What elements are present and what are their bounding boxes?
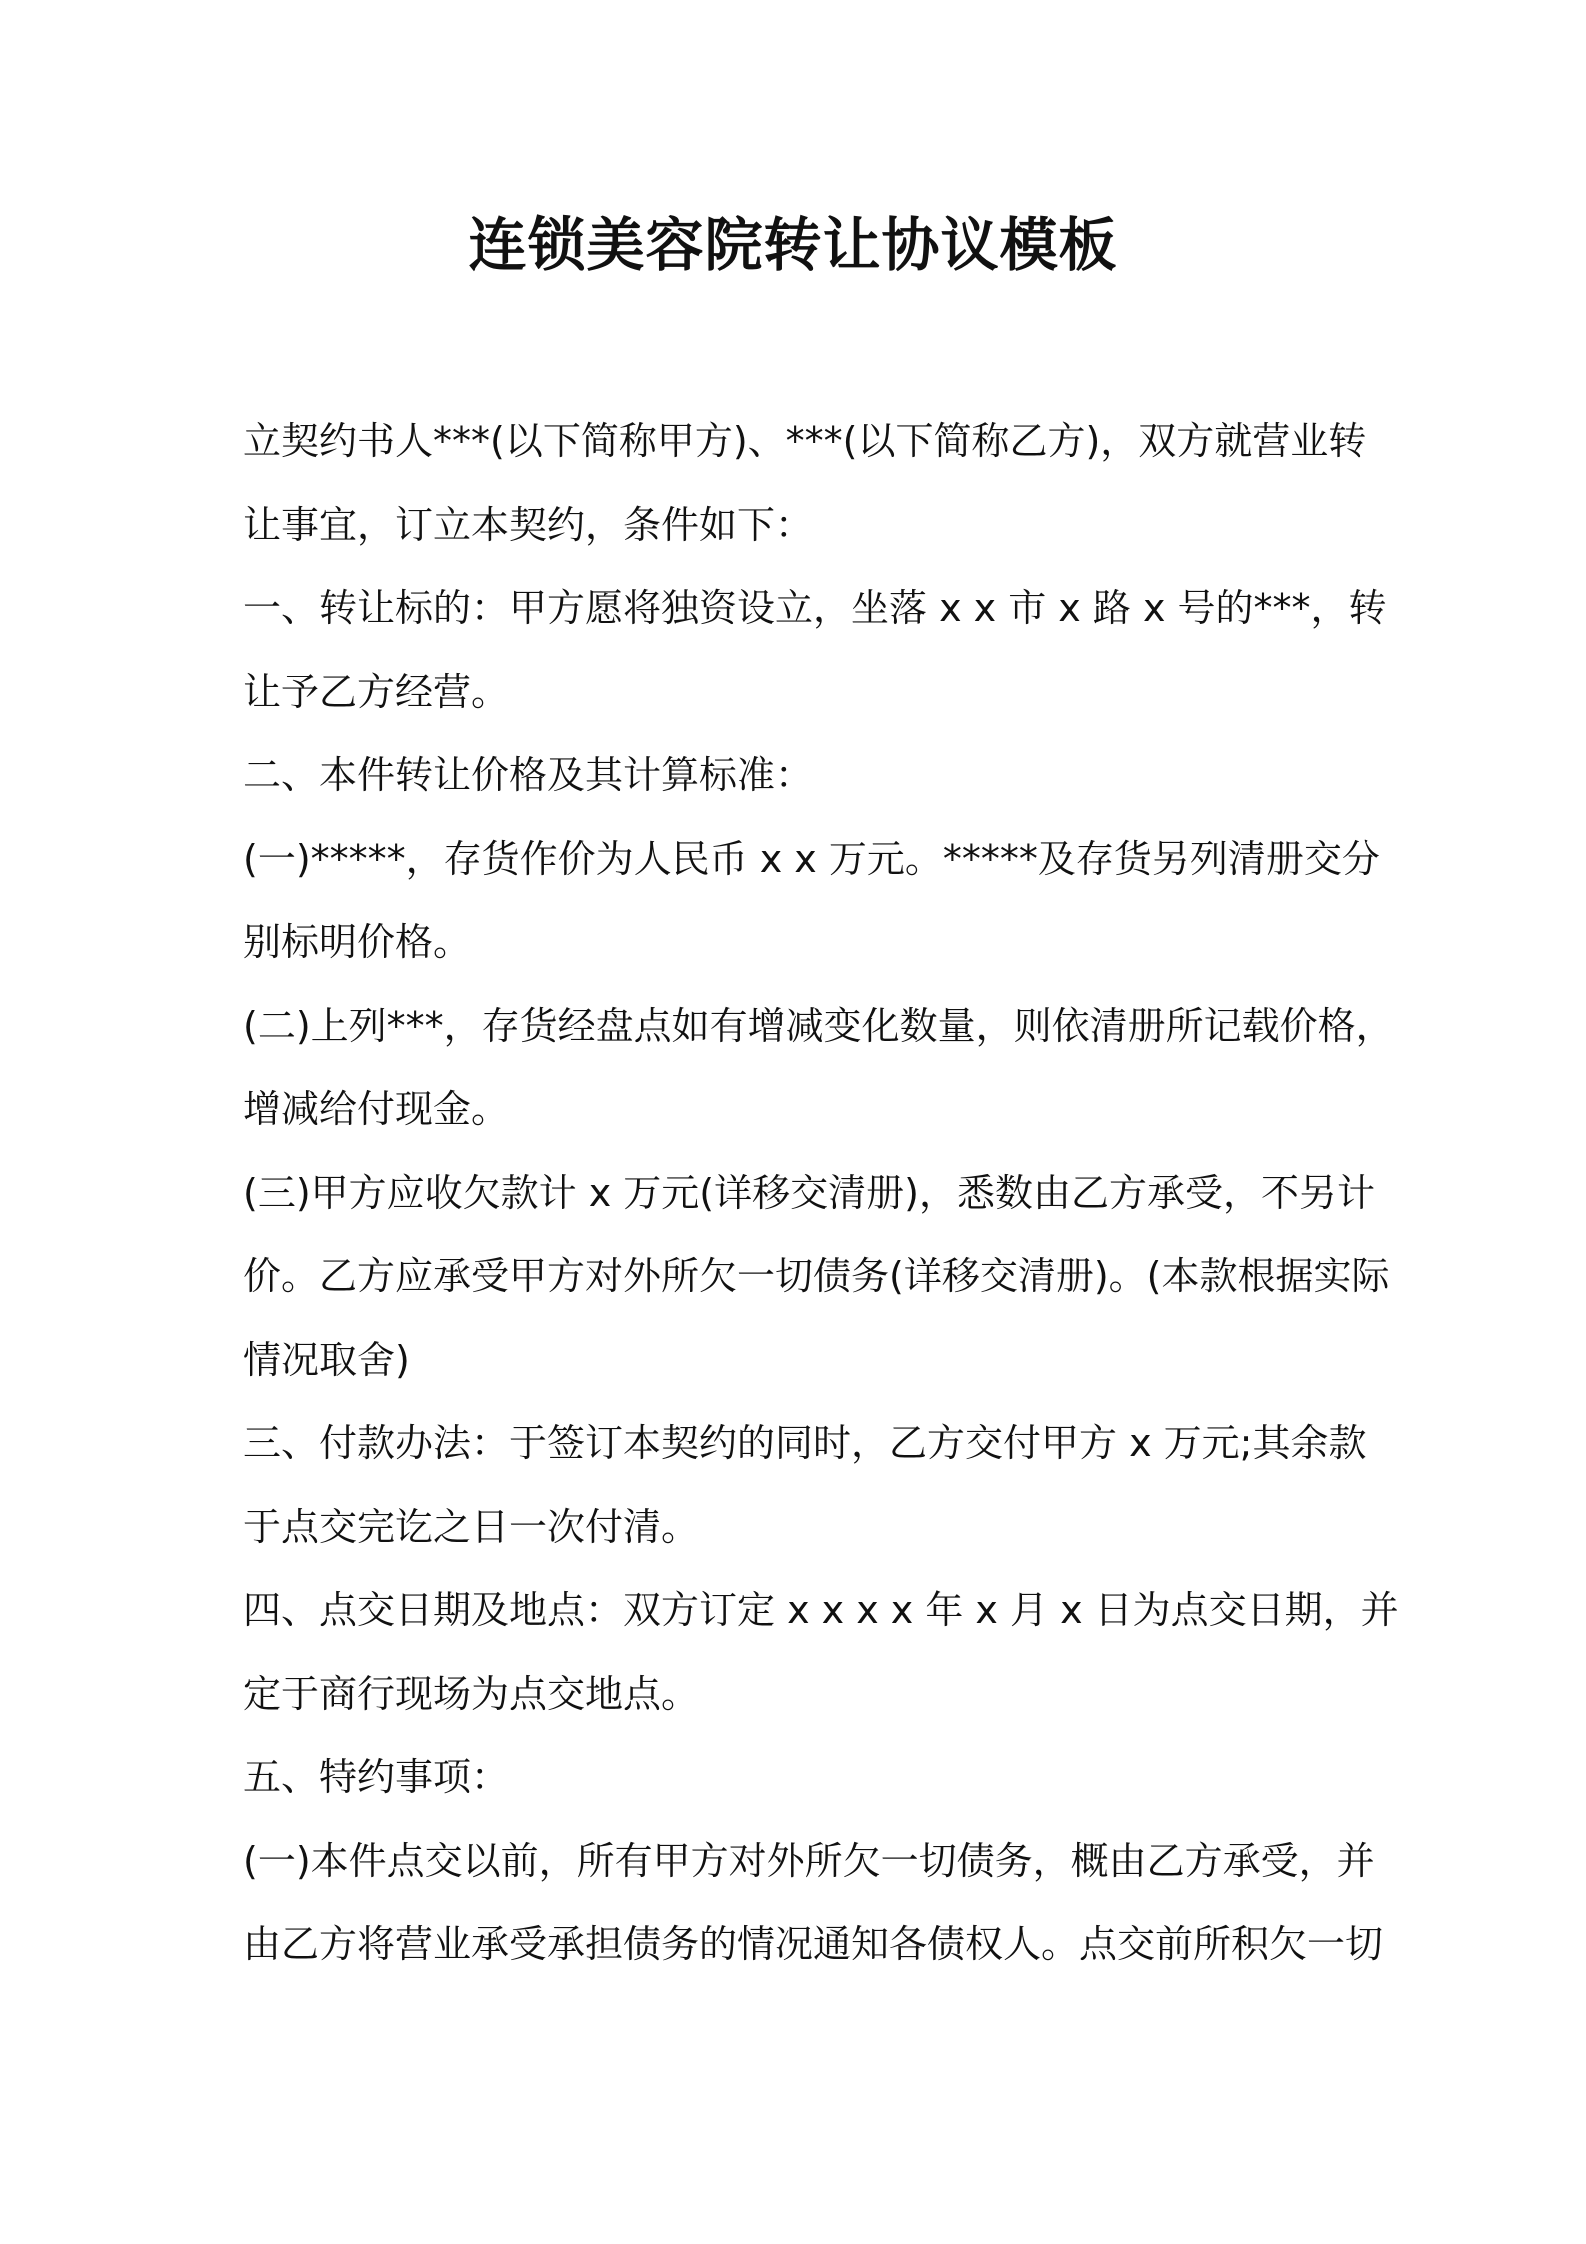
paragraph-clause-5-item-1 <box>243 1820 1384 1987</box>
text-line: 别标明价格。 <box>243 920 472 964</box>
document-title: 连锁美容院转让协议模板 <box>468 211 1118 279</box>
text-line: 让事宜，订立本契约，条件如下： <box>243 502 814 547</box>
paragraph-clause-1 <box>243 567 1387 734</box>
text-line: (一)*****，存货作价为人民币 x x 万元。*****及存货另列清册交分 <box>243 836 1380 881</box>
text-line: 增减给付现金。 <box>243 1087 510 1131</box>
paragraph-preamble <box>243 400 1367 567</box>
paragraph-clause-3 <box>243 1402 1367 1569</box>
text-line: 定于商行现场为点交地点。 <box>243 1671 700 1716</box>
text-line: 四、点交日期及地点：双方订定 x x x x 年 x 月 x 日为点交日期，并 <box>243 1588 1399 1632</box>
paragraph-clause-4 <box>243 1569 1399 1736</box>
text-line: 于点交完讫之日一次付清。 <box>243 1504 700 1549</box>
paragraph-clause-5 <box>243 1736 1363 1820</box>
text-line: 立契约书人***(以下简称甲方)、***(以下简称乙方)，双方就营业转 <box>243 419 1367 463</box>
text-line: (三)甲方应收欠款计 x 万元(详移交清册)，悉数由乙方承受，不另计 <box>243 1170 1375 1215</box>
text-line: 价。乙方应承受甲方对外所欠一切债务(详移交清册)。(本款根据实际 <box>243 1254 1390 1298</box>
paragraph-clause-2-item-2 <box>243 985 1394 1152</box>
text-line: 让予乙方经营。 <box>243 669 510 714</box>
paragraph-clause-2-item-3 <box>243 1152 1390 1403</box>
text-line: 一、转让标的：甲方愿将独资设立，坐落 x x 市 x 路 x 号的***，转 <box>243 586 1387 630</box>
text-line: 情况取舍) <box>243 1337 410 1382</box>
text-line: 三、付款办法：于签订本契约的同时，乙方交付甲方 x 万元;其余款 <box>243 1421 1367 1465</box>
text-line: 二、本件转让价格及其计算标准： <box>243 753 814 797</box>
paragraph-clause-2 <box>243 734 1363 818</box>
text-line: 五、特约事项： <box>243 1755 510 1799</box>
text-line: 由乙方将营业承受承担债务的情况通知各债权人。点交前所积欠一切 <box>243 1922 1384 1966</box>
text-line: (一)本件点交以前，所有甲方对外所欠一切债务，概由乙方承受，并 <box>243 1838 1375 1883</box>
paragraph-clause-2-item-1 <box>243 818 1380 985</box>
text-line: (二)上列***，存货经盘点如有增减变化数量，则依清册所记载价格， <box>243 1003 1394 1048</box>
document-body <box>243 400 1399 1987</box>
